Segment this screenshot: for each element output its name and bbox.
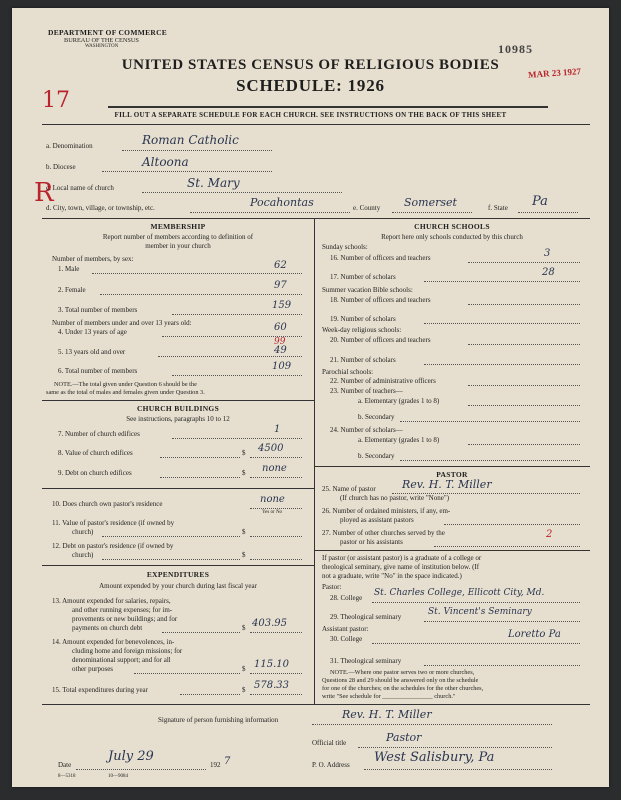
q15-value[interactable]: 578.33 [254,680,289,691]
po-address-value[interactable]: West Salisbury, Pa [374,750,495,765]
q26-label-2: ployed as assistant pastors [340,516,414,524]
grad-instruction-2: theological seminary, give name of institution below. (If [322,563,480,571]
summer-heading: Summer vacation Bible schools: [322,286,413,294]
q27-value[interactable]: 2 [546,529,553,540]
q13-dollar: $ [242,624,246,632]
pastor-note-4: write "See schedule for ________________ church." [322,693,456,700]
q2-value[interactable]: 97 [274,280,287,291]
pastor-note-3: for one of the churches; on the schedules for the other churches, [322,685,484,692]
expenditures-title: EXPENDITURES [146,570,210,579]
signature-value[interactable]: Rev. H. T. Miller [342,708,432,721]
q26-label-1: 26. Number of ordained ministers, if any, em- [322,507,451,515]
form-number: 8—5318 [58,774,76,779]
q14-label-2: cluding home and foreign missions; for [72,647,183,655]
q6-label: 6. Total number of members [58,367,138,375]
membership-intro-1: Report number of members according to definition of [102,233,254,241]
q27-label-1: 27. Number of other churches served by the [322,529,445,537]
q6-value[interactable]: 109 [272,361,292,372]
q15-dollar: $ [242,686,246,694]
department-name: DEPARTMENT OF COMMERCE [48,28,168,37]
q3-value[interactable]: 159 [272,300,292,311]
q25-note: (If church has no pastor, write "None") [340,494,450,502]
membership-note-2: same as the total of males and females given under Question 3. [46,389,205,396]
schedule-title: SCHEDULE: 1926 [236,76,385,95]
weekday-heading: Week-day religious schools: [322,326,402,334]
q18-label: 18. Number of officers and teachers [330,296,431,304]
print-code: 10—9084 [108,774,128,779]
q13-label-4: payments on church debt [72,624,143,632]
q7-value[interactable]: 1 [274,424,281,435]
official-title-value[interactable]: Pastor [386,731,422,744]
q14-label-3: denominational support; and for all [72,656,171,664]
q13-label-3: provements or new buildings; and for [72,615,178,623]
q17-label: 17. Number of scholars [330,273,396,281]
q10-yes-no-hint: Yes or No [262,510,283,515]
buildings-title: CHURCH BUILDINGS [136,404,220,413]
q28-label: 28. College [330,594,363,602]
q24a-label: a. Elementary (grades 1 to 8) [358,436,440,444]
q14-label-4: other purposes [72,665,114,673]
q23b-label: b. Secondary [358,413,395,421]
buildings-sub: See instructions, paragraphs 10 to 12 [126,415,230,423]
q3-label: 3. Total number of members [58,306,138,314]
census-schedule-sheet [12,8,609,787]
q25-label: 25. Name of pastor [322,485,376,493]
official-title-label: Official title [312,739,347,747]
q11-dollar: $ [242,528,246,536]
q29-label: 29. Theological seminary [330,613,402,621]
county-label: e. County [353,204,381,212]
q12-dollar: $ [242,551,246,559]
q30-value[interactable]: Loretto Pa [508,629,561,640]
q4-label: 4. Under 13 years of age [58,328,127,336]
margin-letter: R [34,178,54,208]
bureau-name: BUREAU OF THE CENSUS [64,37,139,44]
q11-label-2: church) [72,528,94,536]
q29-value[interactable]: St. Vincent's Seminary [428,607,532,617]
local-name-label: c. Local name of church [46,184,114,192]
q30-label: 30. College [330,635,363,643]
date-label: Date [58,761,72,769]
po-address-label: P. O. Address [312,761,350,769]
q21-label: 21. Number of scholars [330,356,396,364]
q17-value[interactable]: 28 [542,267,555,278]
q24b-label: b. Secondary [358,452,395,460]
membership-intro-2: member in your church [145,242,211,250]
q9-dollar: $ [242,469,246,477]
q23-label: 23. Number of teachers— [330,387,403,395]
membership-title: MEMBERSHIP [150,222,206,231]
q22-label: 22. Number of administrative officers [330,377,436,385]
q24-label: 24. Number of scholars— [330,426,403,434]
q8-dollar: $ [242,449,246,457]
bureau-city: WASHINGTON [85,44,119,49]
q13-value[interactable]: 403.95 [252,618,287,629]
grad-instruction-1: If pastor (or assistant pastor) is a graduate of a college or [322,554,482,562]
pastor-title: PASTOR [436,470,468,479]
q14-label-1: 14. Amount expended for benevolences, in- [52,638,175,646]
q27-label-2: pastor or his assistants [340,538,403,546]
q4-value[interactable]: 60 [274,322,287,333]
q10-value[interactable]: none [260,494,285,505]
q1-value[interactable]: 62 [274,260,287,271]
date-value[interactable]: July 29 [108,749,154,764]
margin-number: 17 [42,88,70,113]
pastor-note-1: NOTE.—Where one pastor serves two or more churches, [330,669,475,676]
age-heading: Number of members under and over 13 years old: [52,319,192,327]
membership-note-1: NOTE.—The total given under Question 6 should be the [54,381,197,388]
q1-label: 1. Male [58,265,80,273]
q9-label: 9. Debt on church edifices [58,469,132,477]
q5-value[interactable]: 49 [274,345,287,356]
year-value[interactable]: 7 [224,756,231,767]
serial-number: 10985 [498,42,533,56]
q13-label-1: 13. Amount expended for salaries, repairs, [52,597,171,605]
state-value[interactable]: Pa [532,194,548,209]
q11-label-1: 11. Value of pastor's residence (if owned by [52,519,175,527]
city-label: d. City, town, village, or township, etc. [46,204,155,212]
city-value[interactable]: Pocahontas [250,196,314,209]
assistant-pastor-subheading: Assistant pastor: [322,625,369,633]
q13-label-2: and other running expenses; for im- [72,606,173,614]
q8-value[interactable]: 4500 [258,443,284,454]
pastor-note-2: Questions 28 and 29 should be answered only on the schedule [322,677,479,684]
diocese-value[interactable]: Altoona [142,155,189,169]
expenditures-sub: Amount expended by your church during last fiscal year [99,582,257,590]
q14-value[interactable]: 115.10 [254,659,289,670]
q31-label: 31. Theological seminary [330,657,402,665]
received-date-stamp: MAR 23 1927 [527,66,582,80]
q8-label: 8. Value of church edifices [58,449,133,457]
denomination-value[interactable]: Roman Catholic [142,133,239,147]
q28-value[interactable]: St. Charles College, Ellicott City, Md. [374,588,545,598]
sunday-heading: Sunday schools: [322,243,368,251]
q10-label: 10. Does church own pastor's residence [52,500,163,508]
q12-label-2: church) [72,551,94,559]
form-title: UNITED STATES CENSUS OF RELIGIOUS BODIES [121,57,500,73]
by-sex-heading: Number of members, by sex: [52,255,134,263]
q19-label: 19. Number of scholars [330,315,396,323]
form-instructions: FILL OUT A SEPARATE SCHEDULE FOR EACH CHURCH. SEE INSTRUCTIONS ON THE BACK OF THIS SHEET [114,111,507,119]
schools-sub: Report here only schools conducted by this church [381,233,523,241]
q20-label: 20. Number of officers and teachers [330,336,431,344]
parochial-heading: Parochial schools: [322,368,374,376]
q9-value[interactable]: none [262,463,287,474]
q2-label: 2. Female [58,286,86,294]
schools-title: CHURCH SCHOOLS [414,222,490,231]
local-name-value[interactable]: St. Mary [187,176,240,190]
q25-value[interactable]: Rev. H. T. Miller [402,478,492,491]
state-label: f. State [488,204,508,212]
q23a-label: a. Elementary (grades 1 to 8) [358,397,440,405]
q12-label-1: 12. Debt on pastor's residence (if owned by [52,542,174,550]
pastor-subheading: Pastor: [322,583,342,591]
grad-instruction-3: not a graduate, write "No" in the space indicated.) [322,572,462,580]
q5-label: 5. 13 years old and over [58,348,126,356]
county-value[interactable]: Somerset [404,196,457,209]
q16-value[interactable]: 3 [544,248,551,259]
signature-label: Signature of person furnishing information [158,716,279,724]
q16-label: 16. Number of officers and teachers [330,254,431,262]
year-prefix: 192 [210,761,221,769]
denomination-label: a. Denomination [46,142,93,150]
q15-label: 15. Total expenditures during year [52,686,148,694]
diocese-label: b. Diocese [46,163,76,171]
q5-correction: 99 [274,337,286,347]
q14-dollar: $ [242,665,246,673]
q7-label: 7. Number of church edifices [58,430,140,438]
